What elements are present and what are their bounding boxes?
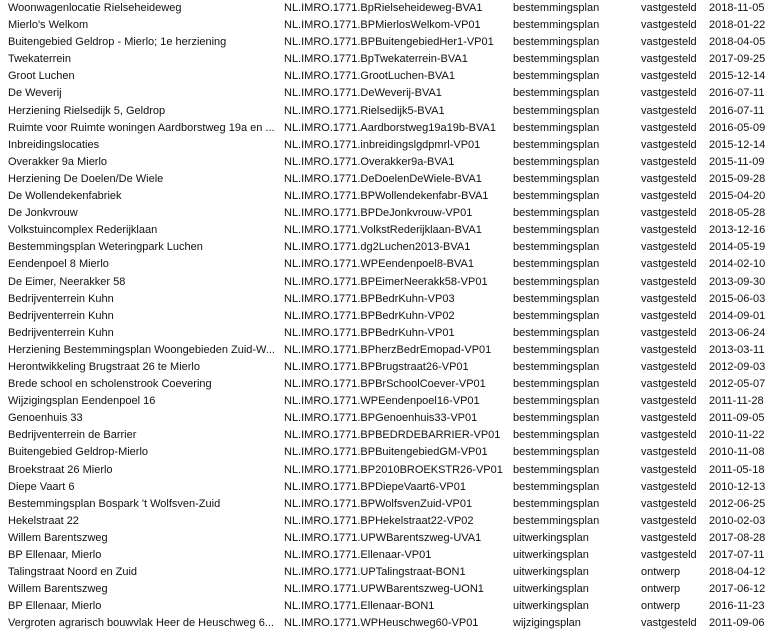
plan-id: NL.IMRO.1771.WPEendenpoel16-VP01 bbox=[284, 395, 480, 408]
plan-name: Volkstuincomplex Rederijklaan bbox=[8, 224, 158, 237]
plan-type: bestemmingsplan bbox=[513, 207, 600, 220]
plan-status: vastgesteld bbox=[641, 36, 697, 49]
plan-name: Vergroten agrarisch bouwvlak Heer de Heuschweg 6... bbox=[8, 617, 274, 630]
plan-id: NL.IMRO.1771.BPBedrKuhn-VP01 bbox=[284, 326, 455, 339]
plan-row[interactable] bbox=[0, 376, 772, 393]
plan-name: Woonwagenlocatie Rielseheideweg bbox=[8, 2, 182, 14]
plan-row[interactable] bbox=[0, 427, 772, 444]
plan-type: bestemmingsplan bbox=[513, 412, 600, 425]
plan-status: vastgesteld bbox=[641, 258, 697, 271]
plan-name: Bedrijventerrein Kuhn bbox=[8, 326, 114, 339]
plan-row[interactable] bbox=[0, 68, 772, 85]
plan-id: NL.IMRO.1771.BPWolfsvenZuid-VP01 bbox=[284, 497, 473, 510]
plan-row[interactable] bbox=[0, 171, 772, 188]
plan-status: vastgesteld bbox=[641, 138, 697, 151]
plan-date: 2015-04-20 bbox=[709, 190, 766, 203]
plan-status: vastgesteld bbox=[641, 87, 697, 100]
plan-type: bestemmingsplan bbox=[513, 87, 600, 100]
plan-status: vastgesteld bbox=[641, 207, 697, 220]
plan-type: bestemmingsplan bbox=[513, 104, 600, 117]
plan-type: uitwerkingsplan bbox=[513, 583, 589, 596]
plan-status: vastgesteld bbox=[641, 514, 697, 527]
plan-status: vastgesteld bbox=[641, 241, 697, 254]
plan-name: Buitengebied Geldrop - Mierlo; 1e herziening bbox=[8, 36, 227, 49]
plan-name: Eendenpoel 8 Mierlo bbox=[8, 258, 109, 271]
plan-status: vastgesteld bbox=[641, 121, 697, 134]
plan-type: bestemmingsplan bbox=[513, 241, 600, 254]
plan-date: 2014-05-19 bbox=[709, 241, 766, 254]
plan-row[interactable] bbox=[0, 479, 772, 496]
plan-status: vastgesteld bbox=[641, 224, 697, 237]
plan-date: 2010-02-03 bbox=[709, 514, 766, 527]
plan-name: De Eimer, Neerakker 58 bbox=[8, 275, 126, 288]
plan-date: 2014-09-01 bbox=[709, 309, 766, 322]
plan-date: 2014-02-10 bbox=[709, 258, 766, 271]
plan-status: vastgesteld bbox=[641, 617, 697, 630]
plan-type: bestemmingsplan bbox=[513, 172, 600, 185]
plan-status: vastgesteld bbox=[641, 155, 697, 168]
plan-type: bestemmingsplan bbox=[513, 258, 600, 271]
plan-type: bestemmingsplan bbox=[513, 360, 600, 373]
plan-type: bestemmingsplan bbox=[513, 155, 600, 168]
plan-date: 2012-09-03 bbox=[709, 360, 766, 373]
plan-date: 2017-07-11 bbox=[709, 549, 765, 561]
plan-name: Wijzigingsplan Eendenpoel 16 bbox=[8, 395, 156, 408]
plan-date: 2011-11-28 bbox=[709, 395, 764, 408]
plan-id: NL.IMRO.1771.BPBrugstraat26-VP01 bbox=[284, 360, 469, 373]
plan-date: 2017-09-25 bbox=[709, 53, 766, 66]
plan-type: bestemmingsplan bbox=[513, 224, 600, 237]
plan-status: vastgesteld bbox=[641, 275, 697, 288]
plan-row[interactable] bbox=[0, 239, 772, 256]
plan-name: Brede school en scholenstrook Coevering bbox=[8, 378, 212, 391]
plan-name: Bestemmingsplan Weteringpark Luchen bbox=[8, 241, 203, 254]
plan-status: vastgesteld bbox=[641, 309, 697, 322]
plan-status: vastgesteld bbox=[641, 395, 697, 408]
plan-type: bestemmingsplan bbox=[513, 343, 600, 356]
plan-type: uitwerkingsplan bbox=[513, 549, 589, 561]
plan-date: 2015-09-28 bbox=[709, 172, 766, 185]
plan-id: NL.IMRO.1771.WPHeuschweg60-VP01 bbox=[284, 617, 479, 630]
plan-name: Groot Luchen bbox=[8, 70, 75, 83]
plan-date: 2012-06-25 bbox=[709, 497, 766, 510]
plan-status: vastgesteld bbox=[641, 70, 697, 83]
plan-id: NL.IMRO.1771.UPTalingstraat-BON1 bbox=[284, 566, 466, 579]
plan-id: NL.IMRO.1771.BPWollendekenfabr-BVA1 bbox=[284, 190, 489, 203]
plan-date: 2013-12-16 bbox=[709, 224, 766, 237]
plan-type: bestemmingsplan bbox=[513, 19, 600, 32]
plan-id: NL.IMRO.1771.Ellenaar-BON1 bbox=[284, 600, 435, 613]
plan-date: 2011-09-06 bbox=[709, 617, 765, 630]
plan-row[interactable] bbox=[0, 222, 772, 239]
plan-date: 2015-12-14 bbox=[709, 70, 766, 83]
plan-date: 2011-09-05 bbox=[709, 412, 765, 425]
plan-date: 2017-06-12 bbox=[709, 583, 766, 596]
plan-date: 2015-06-03 bbox=[709, 292, 766, 305]
plan-id: NL.IMRO.1771.BpTwekaterrein-BVA1 bbox=[284, 53, 468, 66]
plan-id: NL.IMRO.1771.BPGenoenhuis33-VP01 bbox=[284, 412, 478, 425]
plan-status: vastgesteld bbox=[641, 446, 697, 459]
plan-row[interactable] bbox=[0, 205, 772, 222]
plan-type: bestemmingsplan bbox=[513, 429, 600, 442]
plan-name: Bedrijventerrein de Barrier bbox=[8, 429, 137, 442]
plan-name: Overakker 9a Mierlo bbox=[8, 155, 108, 168]
plan-type: bestemmingsplan bbox=[513, 138, 600, 151]
plan-status: vastgesteld bbox=[641, 378, 697, 391]
plan-name: Genoenhuis 33 bbox=[8, 412, 83, 425]
plan-type: bestemmingsplan bbox=[513, 395, 600, 408]
plan-row[interactable] bbox=[0, 325, 772, 342]
plan-type: uitwerkingsplan bbox=[513, 600, 589, 613]
plan-status: vastgesteld bbox=[641, 480, 697, 493]
plan-type: bestemmingsplan bbox=[513, 309, 600, 322]
plan-name: Bedrijventerrein Kuhn bbox=[8, 309, 114, 322]
plan-date: 2018-05-28 bbox=[709, 207, 766, 220]
plan-name: Hekelstraat 22 bbox=[8, 514, 79, 527]
plan-name: Willem Barentszweg bbox=[8, 531, 108, 544]
plan-row[interactable] bbox=[0, 51, 772, 68]
plan-id: NL.IMRO.1771.BPEimerNeerakk58-VP01 bbox=[284, 275, 488, 288]
plan-date: 2018-01-22 bbox=[709, 19, 766, 32]
plan-status: vastgesteld bbox=[641, 104, 697, 117]
plan-name: Mierlo's Welkom bbox=[8, 19, 89, 32]
plan-id: NL.IMRO.1771.WPEendenpoel8-BVA1 bbox=[284, 258, 474, 271]
plan-status: vastgesteld bbox=[641, 531, 697, 544]
plan-row[interactable] bbox=[0, 513, 772, 530]
plan-id: NL.IMRO.1771.BPBuitengebiedGM-VP01 bbox=[284, 446, 488, 459]
plan-row[interactable] bbox=[0, 564, 772, 581]
plan-name: Willem Barentszweg bbox=[8, 583, 108, 596]
plan-type: bestemmingsplan bbox=[513, 514, 600, 527]
plan-id: NL.IMRO.1771.Aardborstweg19a19b-BVA1 bbox=[284, 121, 496, 134]
plan-date: 2011-05-18 bbox=[709, 463, 765, 476]
plan-row[interactable] bbox=[0, 598, 772, 615]
plan-status: vastgesteld bbox=[641, 326, 697, 339]
plan-date: 2015-12-14 bbox=[709, 138, 766, 151]
plan-id: NL.IMRO.1771.BpRielseheideweg-BVA1 bbox=[284, 2, 483, 14]
plan-row[interactable] bbox=[0, 530, 772, 547]
plan-name: Twekaterrein bbox=[8, 53, 71, 66]
plan-status: ontwerp bbox=[641, 600, 681, 613]
plan-type: bestemmingsplan bbox=[513, 326, 600, 339]
plan-row[interactable] bbox=[0, 85, 772, 102]
plan-status: vastgesteld bbox=[641, 190, 697, 203]
plan-id: NL.IMRO.1771.GrootLuchen-BVA1 bbox=[284, 70, 455, 83]
plan-type: wijzigingsplan bbox=[513, 617, 581, 630]
plan-status: vastgesteld bbox=[641, 497, 697, 510]
plan-name: De Weverij bbox=[8, 87, 62, 100]
plan-date: 2010-11-22 bbox=[709, 429, 765, 442]
plan-type: bestemmingsplan bbox=[513, 36, 600, 49]
plan-id: NL.IMRO.1771.BPMierlosWelkom-VP01 bbox=[284, 19, 481, 32]
plan-type: uitwerkingsplan bbox=[513, 566, 589, 579]
plan-id: NL.IMRO.1771.DeWeverij-BVA1 bbox=[284, 87, 442, 100]
plan-row[interactable] bbox=[0, 154, 772, 171]
plan-type: bestemmingsplan bbox=[513, 480, 600, 493]
plan-status: vastgesteld bbox=[641, 19, 697, 32]
plan-id: NL.IMRO.1771.BPBuitengebiedHer1-VP01 bbox=[284, 36, 494, 49]
plan-status: vastgesteld bbox=[641, 549, 697, 561]
plan-type: bestemmingsplan bbox=[513, 497, 600, 510]
plan-date: 2016-07-11 bbox=[709, 87, 765, 100]
plan-date: 2018-11-05 bbox=[709, 2, 765, 14]
plan-type: bestemmingsplan bbox=[513, 121, 600, 134]
plan-row[interactable] bbox=[0, 393, 772, 410]
plan-row[interactable] bbox=[0, 359, 772, 376]
plan-name: Diepe Vaart 6 bbox=[8, 480, 75, 493]
plan-row[interactable] bbox=[0, 0, 772, 17]
plan-status: ontwerp bbox=[641, 566, 681, 579]
plan-row[interactable] bbox=[0, 188, 772, 205]
plan-date: 2018-04-05 bbox=[709, 36, 766, 49]
plan-date: 2017-08-28 bbox=[709, 531, 766, 544]
plan-row[interactable] bbox=[0, 342, 772, 359]
plan-id: NL.IMRO.1771.inbreidingslgdpmrl-VP01 bbox=[284, 138, 481, 151]
plan-type: bestemmingsplan bbox=[513, 53, 600, 66]
plan-id: NL.IMRO.1771.BPherzBedrEmopad-VP01 bbox=[284, 343, 492, 356]
plan-row[interactable] bbox=[0, 120, 772, 137]
plan-status: vastgesteld bbox=[641, 463, 697, 476]
plan-id: NL.IMRO.1771.Ellenaar-VP01 bbox=[284, 549, 432, 561]
plan-id: NL.IMRO.1771.BPBedrKuhn-VP02 bbox=[284, 309, 455, 322]
plan-row[interactable] bbox=[0, 410, 772, 427]
plan-name: BP Ellenaar, Mierlo bbox=[8, 600, 102, 613]
plan-row[interactable] bbox=[0, 444, 772, 461]
plan-id: NL.IMRO.1771.DeDoelenDeWiele-BVA1 bbox=[284, 172, 482, 185]
plan-date: 2015-11-09 bbox=[709, 155, 765, 168]
plan-type: bestemmingsplan bbox=[513, 190, 600, 203]
plan-status: vastgesteld bbox=[641, 292, 697, 305]
plan-type: uitwerkingsplan bbox=[513, 531, 589, 544]
plan-id: NL.IMRO.1771.BP2010BROEKSTR26-VP01 bbox=[284, 463, 503, 476]
plan-row[interactable] bbox=[0, 137, 772, 154]
plan-date: 2016-05-09 bbox=[709, 121, 766, 134]
plan-name: Talingstraat Noord en Zuid bbox=[8, 566, 138, 579]
plan-id: NL.IMRO.1771.VolkstRederijklaan-BVA1 bbox=[284, 224, 482, 237]
plan-id: NL.IMRO.1771.BPBrSchoolCoever-VP01 bbox=[284, 378, 486, 391]
plan-id: NL.IMRO.1771.BPDeJonkvrouw-VP01 bbox=[284, 207, 473, 220]
plan-type: bestemmingsplan bbox=[513, 463, 600, 476]
plan-name: Bestemmingsplan Bospark 't Wolfsven-Zuid bbox=[8, 497, 221, 510]
plan-id: NL.IMRO.1771.UPWBarentszweg-UON1 bbox=[284, 583, 484, 596]
plan-name: Herziening Rielsedijk 5, Geldrop bbox=[8, 104, 166, 117]
plan-row[interactable] bbox=[0, 547, 772, 564]
plan-row[interactable] bbox=[0, 496, 772, 513]
plan-date: 2013-03-11 bbox=[709, 343, 765, 356]
plan-id: NL.IMRO.1771.BPBedrKuhn-VP03 bbox=[284, 292, 455, 305]
plan-type: bestemmingsplan bbox=[513, 446, 600, 459]
plan-id: NL.IMRO.1771.BPHekelstraat22-VP02 bbox=[284, 514, 474, 527]
plan-name: Bedrijventerrein Kuhn bbox=[8, 292, 114, 305]
plan-date: 2016-11-23 bbox=[709, 600, 765, 613]
plan-row[interactable] bbox=[0, 274, 772, 291]
plan-type: bestemmingsplan bbox=[513, 70, 600, 83]
plan-id: NL.IMRO.1771.Overakker9a-BVA1 bbox=[284, 155, 455, 168]
plan-id: NL.IMRO.1771.Rielsedijk5-BVA1 bbox=[284, 104, 445, 117]
plan-status: vastgesteld bbox=[641, 343, 697, 356]
plan-name: Herziening Bestemmingsplan Woongebieden Zuid-W... bbox=[8, 343, 275, 356]
plan-name: Broekstraat 26 Mierlo bbox=[8, 463, 113, 476]
plan-status: vastgesteld bbox=[641, 53, 697, 66]
plan-name: Ruimte voor Ruimte woningen Aardborstweg 19a en ... bbox=[8, 121, 275, 134]
plan-date: 2010-12-13 bbox=[709, 480, 766, 493]
plan-row[interactable] bbox=[0, 17, 772, 34]
plan-name: Buitengebied Geldrop-Mierlo bbox=[8, 446, 149, 459]
plan-row[interactable] bbox=[0, 34, 772, 51]
plan-date: 2018-04-12 bbox=[709, 566, 766, 579]
plan-name: De Jonkvrouw bbox=[8, 207, 78, 220]
plan-type: bestemmingsplan bbox=[513, 378, 600, 391]
plan-status: ontwerp bbox=[641, 583, 681, 596]
plan-name: BP Ellenaar, Mierlo bbox=[8, 549, 102, 561]
plan-id: NL.IMRO.1771.BPBEDRDEBARRIER-VP01 bbox=[284, 429, 501, 442]
plan-status: vastgesteld bbox=[641, 412, 697, 425]
plan-date: 2016-07-11 bbox=[709, 104, 765, 117]
plan-name: De Wollendekenfabriek bbox=[8, 190, 122, 203]
plan-status: vastgesteld bbox=[641, 2, 697, 14]
plan-row[interactable] bbox=[0, 581, 772, 598]
plan-id: NL.IMRO.1771.dg2Luchen2013-BVA1 bbox=[284, 241, 471, 254]
plan-row[interactable] bbox=[0, 291, 772, 308]
plan-row[interactable] bbox=[0, 462, 772, 479]
plan-status: vastgesteld bbox=[641, 172, 697, 185]
plan-name: Inbreidingslocaties bbox=[8, 138, 100, 151]
plan-row[interactable] bbox=[0, 103, 772, 120]
plan-status: vastgesteld bbox=[641, 429, 697, 442]
plan-type: bestemmingsplan bbox=[513, 275, 600, 288]
plan-date: 2010-11-08 bbox=[709, 446, 765, 459]
plan-type: bestemmingsplan bbox=[513, 292, 600, 305]
plan-date: 2012-05-07 bbox=[709, 378, 766, 391]
plan-id: NL.IMRO.1771.UPWBarentszweg-UVA1 bbox=[284, 531, 482, 544]
plan-type: bestemmingsplan bbox=[513, 2, 600, 14]
plan-status: vastgesteld bbox=[641, 360, 697, 373]
plan-row[interactable] bbox=[0, 256, 772, 273]
plan-name: Herziening De Doelen/De Wiele bbox=[8, 172, 164, 185]
plan-date: 2013-06-24 bbox=[709, 326, 766, 339]
plan-row[interactable] bbox=[0, 615, 772, 632]
plan-date: 2013-09-30 bbox=[709, 275, 766, 288]
plan-name: Herontwikkeling Brugstraat 26 te Mierlo bbox=[8, 360, 200, 373]
plan-row[interactable] bbox=[0, 308, 772, 325]
plan-id: NL.IMRO.1771.BPDiepeVaart6-VP01 bbox=[284, 480, 466, 493]
